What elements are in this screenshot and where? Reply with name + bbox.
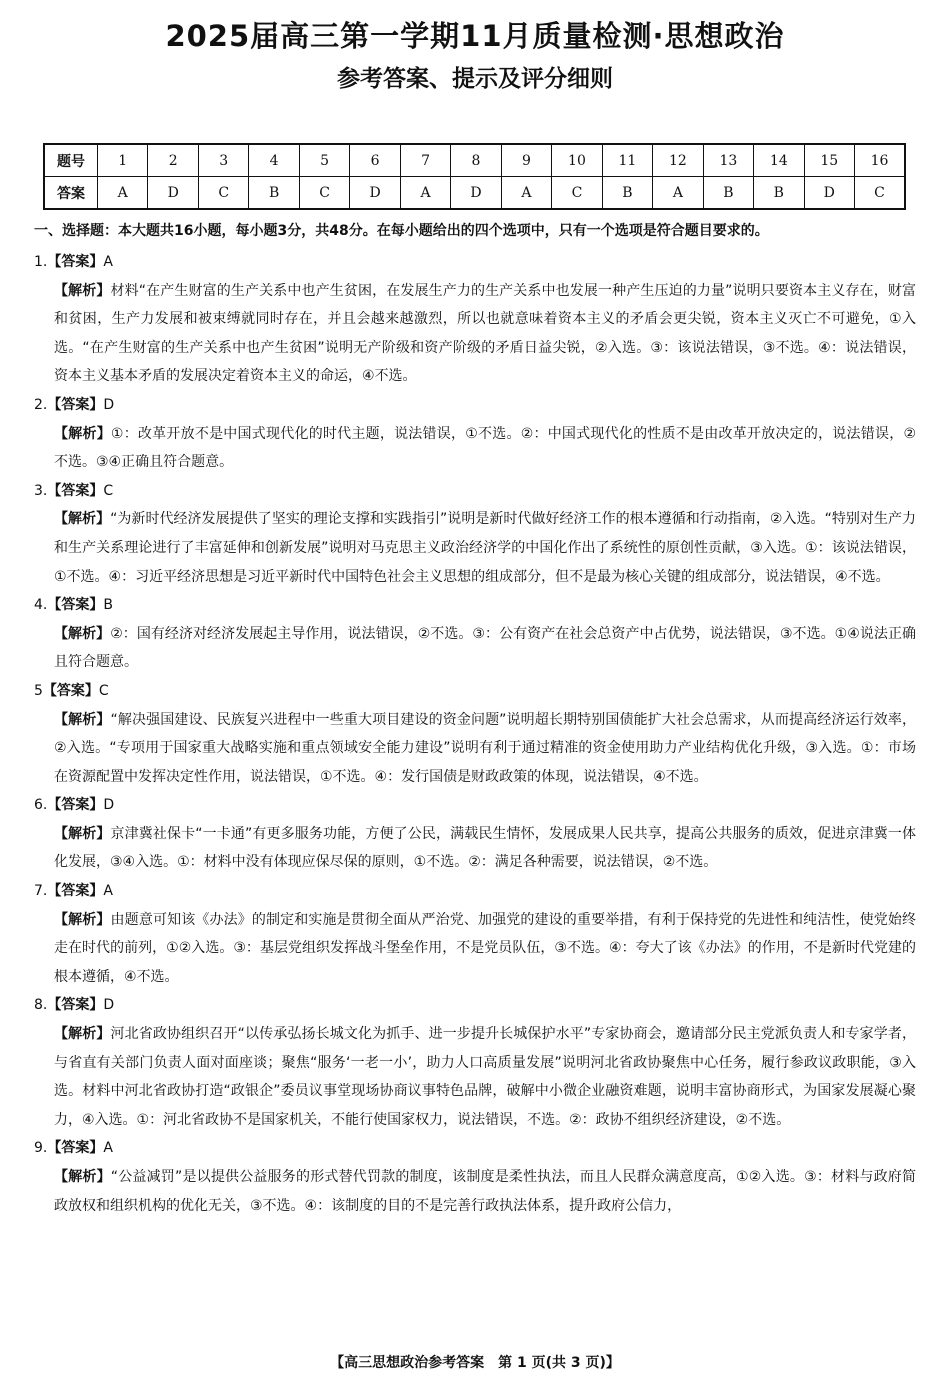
question-header bbox=[34, 677, 916, 706]
question-number-cell: 10 bbox=[552, 144, 602, 177]
explanation-text: 京津冀社保卡“一卡通”有更多服务功能，方便了公民，满载民生情怀，发展成果人民共享，提高公共服务的质效，促进京津冀一体化发展，③④入选。①：材料中没有体现应保尽保的原则，①不选。②：满足各种需要，说法错误，②不选。 bbox=[54, 825, 916, 871]
explanation-tag: 【解析】 bbox=[54, 825, 111, 842]
page-subtitle: 参考答案、提示及评分细则 bbox=[337, 66, 613, 92]
answer-tag: 【答案】 bbox=[47, 254, 104, 270]
answer-value: C bbox=[103, 482, 114, 499]
question-number: 9. bbox=[34, 1140, 48, 1157]
answer-value: D bbox=[103, 396, 115, 413]
explanation bbox=[34, 505, 916, 591]
answer-value: C bbox=[98, 682, 109, 699]
answer-cell: D bbox=[451, 177, 501, 210]
question-number-cell: 12 bbox=[653, 144, 703, 177]
explanation bbox=[34, 620, 916, 677]
answer-cell: C bbox=[552, 177, 602, 210]
explanation-text: “解决强国建设、民族复兴进程中一些重大项目建设的资金问题”说明超长期特别国债能扩大社会总需求，从而提高经济运行效率，②入选。“专项用于国家重大战略实施和重点领域安全能力建设”说明有利于通过精准的资金使用助力产业结构优化升级，③入选。①：市场在资源配置中发挥决定性作用，说法错误，①不选。④：发行国债是财政政策的体现，说法错误，④不选。 bbox=[54, 711, 916, 785]
answer-cell: A bbox=[653, 177, 703, 210]
answer-explanations bbox=[34, 248, 916, 1220]
question-block bbox=[34, 391, 916, 477]
explanation-text: “公益减罚”是以提供公益服务的形式替代罚款的制度，该制度是柔性执法，而且人民群众满意度高，①②入选。③：材料与政府简政放权和组织机构的优化无关，③不选。④：该制度的目的不是完善行政执法体系，提升政府公信力， bbox=[54, 1169, 917, 1214]
question-number-cell: 6 bbox=[350, 144, 400, 177]
answer-cell: C bbox=[198, 177, 248, 210]
explanation-text: ①：改革开放不是中国式现代化的时代主题，说法错误，①不选。②：中国式现代化的性质不是由改革开放决定的，说法错误，②不选。③④正确且符合题意。 bbox=[54, 425, 916, 471]
answer-table-answer-row bbox=[44, 177, 905, 210]
question-header bbox=[34, 591, 916, 620]
answer-value: A bbox=[103, 883, 113, 900]
explanation-tag: 【解析】 bbox=[54, 1169, 111, 1185]
answer-value: A bbox=[103, 254, 113, 270]
question-number: 6. bbox=[34, 797, 48, 814]
answer-cell: B bbox=[249, 177, 299, 210]
answer-tag: 【答案】 bbox=[42, 682, 99, 699]
answer-cell: B bbox=[602, 177, 652, 210]
question-number: 1. bbox=[34, 254, 48, 270]
answer-cell: B bbox=[703, 177, 753, 210]
row-label-number: 题号 bbox=[44, 144, 98, 177]
answer-cell: A bbox=[501, 177, 551, 210]
question-number-cell: 15 bbox=[804, 144, 854, 177]
answer-cell: D bbox=[148, 177, 198, 210]
answer-table bbox=[43, 143, 906, 210]
question-number-cell: 7 bbox=[400, 144, 450, 177]
question-block bbox=[34, 877, 916, 991]
question-number-cell: 5 bbox=[299, 144, 349, 177]
answer-tag: 【答案】 bbox=[47, 482, 104, 499]
question-number: 7. bbox=[34, 883, 48, 900]
answer-value: D bbox=[103, 797, 115, 814]
answer-tag: 【答案】 bbox=[47, 797, 104, 814]
explanation-text: 材料“在产生财富的生产关系中也产生贫困，在发展生产力的生产关系中也发展一种产生压迫的力量”说明只要资本主义存在，财富和贫困，生产力发展和被束缚就同时存在，并且会越来越激烈，所以也就意味着资本主义的矛盾会更尖锐，资本主义灭亡不可避免，①入选。“在产生财富的生产关系中也产生贫困”说明无产阶级和资产阶级的矛盾日益尖锐，②入选。③：该说法错误，③不选。④：说法错误，资本主义基本矛盾的发展决定着资本主义的命运，④不选。 bbox=[54, 282, 916, 385]
answer-value: D bbox=[103, 997, 115, 1014]
explanation-tag: 【解析】 bbox=[54, 1026, 111, 1043]
explanation bbox=[34, 277, 916, 391]
question-block bbox=[34, 591, 916, 677]
question-block bbox=[34, 1134, 916, 1220]
question-number-cell: 8 bbox=[451, 144, 501, 177]
page-title: 2025届高三第一学期11月质量检测·思想政治 bbox=[165, 19, 785, 53]
section-heading: 一、选择题：本大题共16小题，每小题3分，共48分。在每小题给出的四个选项中，只有一个选项是符合题目要求的。 bbox=[34, 223, 769, 239]
answer-cell: D bbox=[350, 177, 400, 210]
answer-tag: 【答案】 bbox=[47, 997, 104, 1014]
question-number-cell: 14 bbox=[754, 144, 804, 177]
explanation-tag: 【解析】 bbox=[54, 282, 111, 299]
explanation bbox=[34, 420, 916, 477]
answer-value: B bbox=[103, 597, 113, 614]
explanation bbox=[34, 1163, 916, 1220]
explanation bbox=[34, 906, 916, 992]
question-block bbox=[34, 791, 916, 877]
answer-tag: 【答案】 bbox=[47, 1140, 104, 1157]
question-number: 4. bbox=[34, 597, 48, 614]
question-number-cell: 1 bbox=[98, 144, 148, 177]
question-header bbox=[34, 791, 916, 820]
page-footer: 【高三思想政治参考答案 第 1 页(共 3 页)】 bbox=[330, 1355, 620, 1371]
question-block bbox=[34, 677, 916, 791]
explanation bbox=[34, 820, 916, 877]
answer-cell: A bbox=[400, 177, 450, 210]
question-number-cell: 11 bbox=[602, 144, 652, 177]
explanation bbox=[34, 706, 916, 792]
question-number-cell: 2 bbox=[148, 144, 198, 177]
question-number: 5 bbox=[34, 682, 43, 699]
explanation bbox=[34, 1020, 916, 1134]
question-header bbox=[34, 1134, 916, 1163]
question-number-cell: 9 bbox=[501, 144, 551, 177]
answer-cell: B bbox=[754, 177, 804, 210]
answer-cell: C bbox=[299, 177, 349, 210]
question-header bbox=[34, 991, 916, 1020]
question-header bbox=[34, 391, 916, 420]
answer-cell: A bbox=[98, 177, 148, 210]
explanation-tag: 【解析】 bbox=[54, 711, 111, 728]
explanation-tag: 【解析】 bbox=[54, 625, 111, 642]
question-block bbox=[34, 477, 916, 591]
question-block bbox=[34, 248, 916, 391]
answer-tag: 【答案】 bbox=[47, 883, 104, 900]
explanation-tag: 【解析】 bbox=[54, 511, 111, 528]
answer-value: A bbox=[103, 1140, 113, 1157]
answer-tag: 【答案】 bbox=[47, 396, 104, 413]
question-number-cell: 4 bbox=[249, 144, 299, 177]
explanation-tag: 【解析】 bbox=[54, 911, 111, 928]
question-header bbox=[34, 877, 916, 906]
question-number-cell: 13 bbox=[703, 144, 753, 177]
question-number: 8. bbox=[34, 997, 48, 1014]
question-number: 3. bbox=[34, 482, 48, 499]
answer-cell: D bbox=[804, 177, 854, 210]
explanation-text: 河北省政协组织召开“以传承弘扬长城文化为抓手、进一步提升长城保护水平”专家协商会，邀请部分民主党派负责人和专家学者，与省直有关部门负责人面对面座谈；聚焦“服务‘一老一小’，助力人口高质量发展”说明河北省政协聚焦中心任务，履行参政议政职能，③入选。材料中河北省政协打造“政银企”委员议事堂现场协商议事特色品牌，破解中小微企业融资难题，说明丰富协商形式，为国家发展凝心聚力，④入选。①：河北省政协不是国家机关，不能行使国家权力，说法错误，不选。②：政协不组织经济建设，②不选。 bbox=[54, 1026, 916, 1128]
answer-tag: 【答案】 bbox=[47, 597, 104, 614]
answer-cell: C bbox=[855, 177, 905, 210]
question-number-cell: 16 bbox=[855, 144, 905, 177]
question-number-cell: 3 bbox=[198, 144, 248, 177]
answer-table-number-row bbox=[44, 144, 905, 177]
explanation-tag: 【解析】 bbox=[54, 425, 111, 442]
question-block bbox=[34, 991, 916, 1134]
explanation-text: ②：国有经济对经济发展起主导作用，说法错误，②不选。③：公有资产在社会总资产中占优势，说法错误，③不选。①④说法正确且符合题意。 bbox=[54, 625, 917, 671]
row-label-answer: 答案 bbox=[44, 177, 98, 210]
explanation-text: 由题意可知该《办法》的制定和实施是贯彻全面从严治党、加强党的建设的重要举措，有利于保持党的先进性和纯洁性，使党始终走在时代的前列，①②入选。③：基层党组织发挥战斗堡垒作用，不是党员队伍，③不选。④：夸大了该《办法》的作用，不是新时代党建的根本遵循，④不选。 bbox=[54, 911, 917, 985]
question-header bbox=[34, 477, 916, 506]
question-number: 2. bbox=[34, 396, 48, 413]
explanation-text: “为新时代经济发展提供了坚实的理论支撑和实践指引”说明是新时代做好经济工作的根本遵循和行动指南，②入选。“特别对生产力和生产关系理论进行了丰富延伸和创新发展”说明对马克思主义政治经济学的中国化作出了系统性的原创性贡献，③入选。①：该说法错误，①不选。④：习近平经济思想是习近平新时代中国特色社会主义思想的组成部分，但不是最为核心关键的组成部分，说法错误，④不选。 bbox=[54, 511, 916, 585]
question-header bbox=[34, 248, 916, 277]
